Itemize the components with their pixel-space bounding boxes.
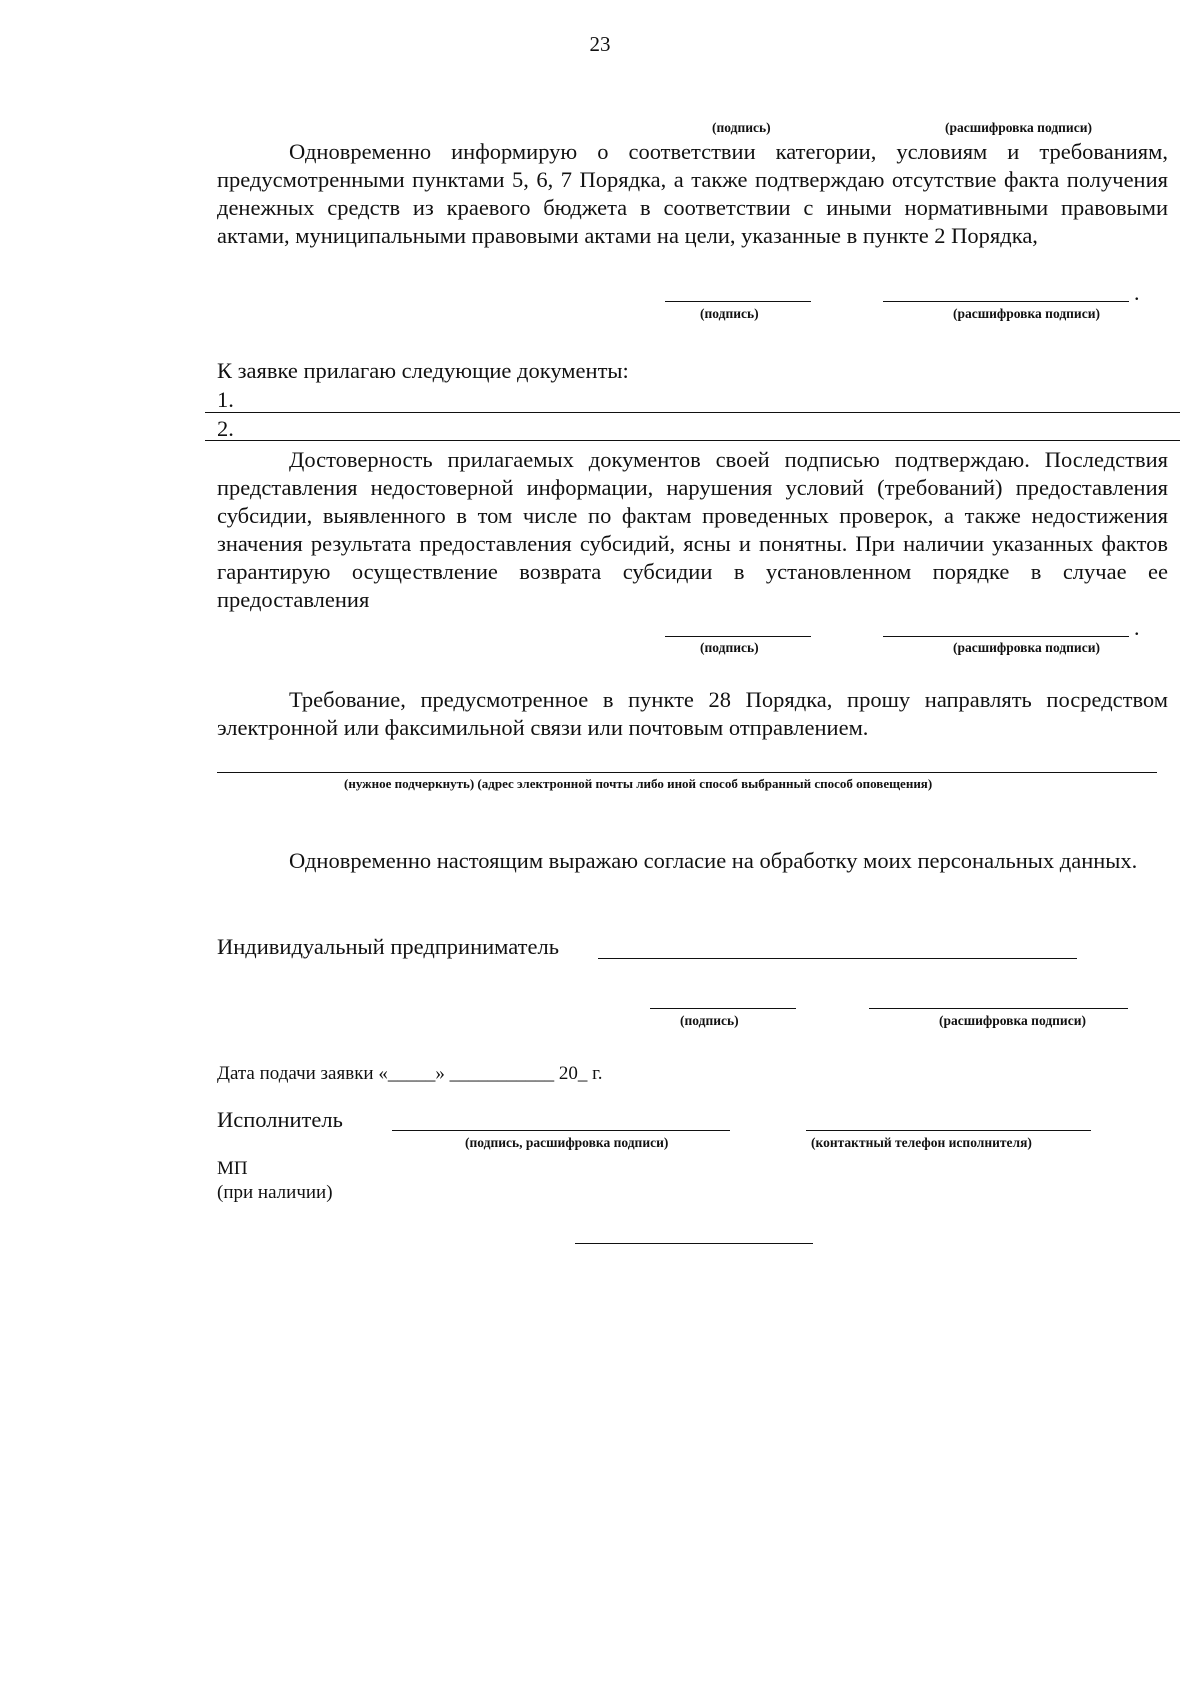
decode-caption: (расшифровка подписи) <box>953 306 1100 321</box>
page-number: 23 <box>589 32 611 56</box>
closing-separator-line <box>575 1243 813 1244</box>
decode-line[interactable] <box>883 636 1129 637</box>
paragraph-reliability: Достоверность прилагаемых документов своей подписью подтверждаю. Последствия представления недостоверной информации, нарушения условий (требований) предоставления субсидии, выявленного в том числе по фактам проведенных проверок, а также недостижения значения результата предоставления субсидий, ясны и понятны. При наличии указанных фактов гарантирую осуществление возврата субсидии в установленном порядке в случае ее предоставления <box>217 447 1168 612</box>
signature-line[interactable] <box>650 1008 796 1009</box>
signature-line[interactable] <box>665 636 811 637</box>
decode-caption: (расшифровка подписи) <box>953 640 1100 655</box>
paragraph-requirement: Требование, предусмотренное в пункте 28 Порядка, прошу направлять посредством электронной или факсимильной связи или почтовым отправлением. <box>217 687 1168 740</box>
notification-caption: (нужное подчеркнуть) (адрес электронной почты либо иной способ выбранный способ оповещения) <box>344 776 933 791</box>
executor-label: Исполнитель <box>217 1107 343 1132</box>
entrepreneur-label: Индивидуальный предприниматель <box>217 934 559 959</box>
attachment-line-2[interactable] <box>205 440 1180 441</box>
signature-caption: (подпись) <box>700 306 759 321</box>
entrepreneur-name-line[interactable] <box>598 958 1077 959</box>
decode-line[interactable] <box>883 301 1129 302</box>
paragraph-conformity: Одновременно информирую о соответствии категории, условиям и требованиям, предусмотренными пунктами 5, 6, 7 Порядка, а также подтверждаю отсутствие факта получения денежных средств из краевого бюджета в соответствии с иными нормативными правовыми актами, муниципальными правовыми актами на цели, указанные в пункте 2 Порядка, <box>217 139 1168 248</box>
signature-line[interactable] <box>665 301 811 302</box>
period-mark: . <box>1134 280 1140 305</box>
attachments-heading: К заявке прилагаю следующие документы: <box>217 358 629 383</box>
attachment-line-1[interactable] <box>205 412 1180 413</box>
notification-line[interactable] <box>217 772 1157 773</box>
decode-caption: (расшифровка подписи) <box>945 120 1092 135</box>
signature-caption: (подпись) <box>680 1013 739 1028</box>
attachment-item-1: 1. <box>217 387 234 412</box>
stamp-note: (при наличии) <box>217 1182 333 1203</box>
attachment-item-2: 2. <box>217 416 234 441</box>
submission-date: Дата подачи заявки «_____» ___________ 20_ г. <box>217 1063 603 1084</box>
executor-signature-caption: (подпись, расшифровка подписи) <box>465 1135 669 1150</box>
executor-phone-caption: (контактный телефон исполнителя) <box>811 1135 1032 1150</box>
signature-caption: (подпись) <box>700 640 759 655</box>
paragraph-consent: Одновременно настоящим выражаю согласие на обработку моих персональных данных. <box>289 848 1138 873</box>
signature-caption: (подпись) <box>712 120 771 135</box>
decode-caption: (расшифровка подписи) <box>939 1013 1086 1028</box>
period-mark: . <box>1134 615 1140 640</box>
executor-phone-line[interactable] <box>806 1130 1091 1131</box>
executor-signature-line[interactable] <box>392 1130 730 1131</box>
stamp-label: МП <box>217 1158 248 1179</box>
decode-line[interactable] <box>869 1008 1128 1009</box>
